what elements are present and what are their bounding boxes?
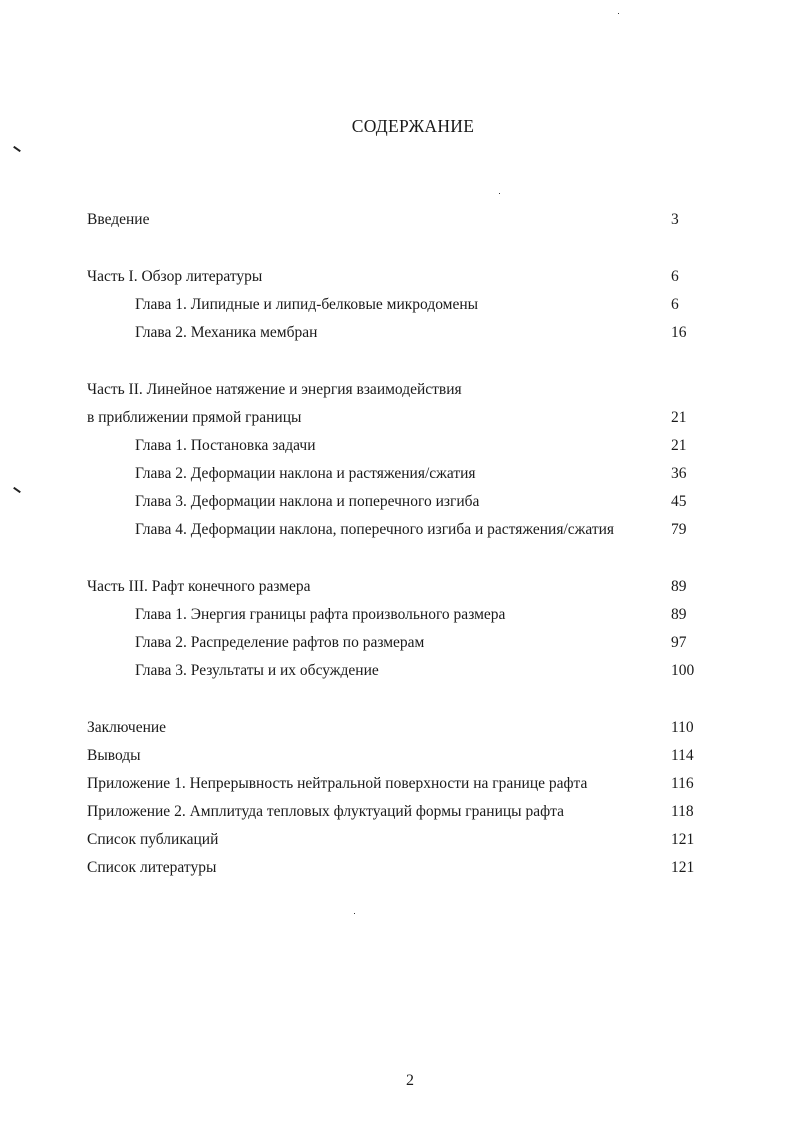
toc-entry-page: 6 bbox=[671, 296, 679, 313]
toc-entry bbox=[87, 376, 707, 404]
table-of-contents bbox=[87, 206, 707, 882]
toc-entry-label: Введение bbox=[87, 211, 150, 228]
page-title: СОДЕРЖАНИЕ bbox=[351, 116, 475, 136]
toc-entry bbox=[87, 319, 707, 347]
toc-entry-page: 16 bbox=[671, 324, 687, 341]
toc-entry-page: 114 bbox=[671, 747, 694, 764]
toc-entry bbox=[87, 291, 707, 319]
toc-entry bbox=[87, 770, 707, 798]
toc-entry-label: Приложение 2. Амплитуда тепловых флуктуаций формы границы рафта bbox=[87, 803, 564, 820]
toc-entry-page: 97 bbox=[671, 634, 687, 651]
toc-entry bbox=[87, 488, 707, 516]
toc-entry-page: 116 bbox=[671, 775, 694, 792]
toc-entry-label: Глава 3. Результаты и их обсуждение bbox=[135, 662, 379, 679]
toc-entry-page: 100 bbox=[671, 662, 695, 679]
page-number: 2 bbox=[406, 1072, 414, 1089]
toc-entry-label: Часть II. Линейное натяжение и энергия взаимодействия bbox=[87, 381, 462, 398]
scan-mark bbox=[13, 146, 21, 152]
toc-entry-label: Глава 2. Распределение рафтов по размерам bbox=[135, 634, 425, 651]
scan-speck bbox=[499, 193, 500, 194]
toc-entry bbox=[87, 629, 707, 657]
toc-entry bbox=[87, 516, 707, 544]
toc-entry bbox=[87, 854, 707, 882]
toc-entry-label: Список публикаций bbox=[87, 831, 219, 848]
toc-entry-label: Глава 1. Энергия границы рафта произвольного размера bbox=[135, 606, 506, 623]
toc-entry-page: 118 bbox=[671, 803, 694, 820]
toc-entry bbox=[87, 404, 707, 432]
toc-entry-label: Глава 4. Деформации наклона, поперечного изгиба и растяжения/сжатия bbox=[135, 521, 615, 538]
toc-entry bbox=[87, 826, 707, 854]
toc-entry-label: Глава 2. Деформации наклона и растяжения/сжатия bbox=[135, 465, 476, 482]
toc-entry-label: Заключение bbox=[87, 719, 167, 736]
toc-entry bbox=[87, 206, 707, 234]
toc-entry bbox=[87, 742, 707, 770]
toc-entry-page: 79 bbox=[671, 521, 687, 538]
scan-speck bbox=[354, 913, 355, 914]
toc-entry-label: Глава 3. Деформации наклона и поперечного изгиба bbox=[135, 493, 480, 510]
toc-entry-page: 121 bbox=[671, 859, 695, 876]
toc-entry-label: Глава 1. Липидные и липид-белковые микродомены bbox=[135, 296, 479, 313]
toc-entry-label: Глава 2. Механика мембран bbox=[135, 324, 318, 341]
toc-entry-label: Часть III. Рафт конечного размера bbox=[87, 578, 311, 595]
toc-entry-label: в приближении прямой границы bbox=[87, 409, 302, 426]
toc-entry-page: 45 bbox=[671, 493, 687, 510]
toc-entry-page: 121 bbox=[671, 831, 695, 848]
toc-entry-page: 110 bbox=[671, 719, 694, 736]
toc-entry-page: 89 bbox=[671, 606, 687, 623]
toc-entry bbox=[87, 263, 707, 291]
toc-entry-page: 36 bbox=[671, 465, 687, 482]
toc-entry-label: Список литературы bbox=[87, 859, 217, 876]
toc-entry-page: 21 bbox=[671, 409, 687, 426]
toc-entry bbox=[87, 714, 707, 742]
toc-entry-page: 3 bbox=[671, 211, 679, 228]
toc-entry-label: Приложение 1. Непрерывность нейтральной поверхности на границе рафта bbox=[87, 775, 588, 792]
toc-entry-page: 21 bbox=[671, 437, 687, 454]
toc-entry-label: Выводы bbox=[87, 747, 141, 764]
toc-entry bbox=[87, 798, 707, 826]
toc-entry-page: 89 bbox=[671, 578, 687, 595]
toc-entry-page: 6 bbox=[671, 268, 679, 285]
toc-entry bbox=[87, 657, 707, 685]
scan-speck bbox=[618, 13, 619, 14]
scan-mark bbox=[13, 487, 21, 493]
toc-entry-label: Глава 1. Постановка задачи bbox=[135, 437, 316, 454]
toc-entry bbox=[87, 432, 707, 460]
toc-entry bbox=[87, 573, 707, 601]
toc-entry-label: Часть I. Обзор литературы bbox=[87, 268, 263, 285]
toc-entry bbox=[87, 460, 707, 488]
toc-entry bbox=[87, 601, 707, 629]
